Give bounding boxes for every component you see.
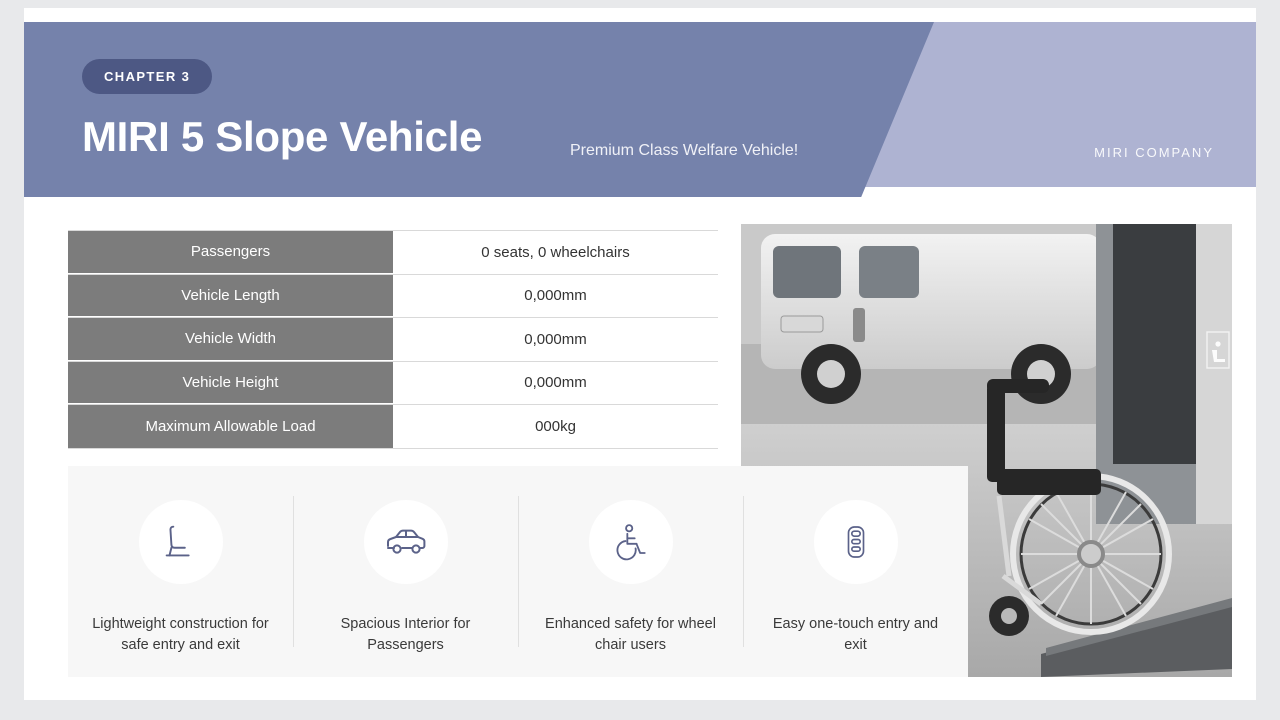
header-angled-shape <box>24 22 934 197</box>
feature-item-spacious <box>293 466 518 677</box>
spec-label: Maximum Allowable Load <box>68 405 393 448</box>
spec-value: 0,000mm <box>524 330 587 348</box>
feature-label: Enhanced safety for wheel chair users <box>545 616 716 654</box>
car-side-icon <box>364 500 448 584</box>
spec-value: 0,000mm <box>524 374 587 392</box>
table-row <box>68 318 718 362</box>
feature-item-onetouch <box>743 466 968 677</box>
page-subtitle: Premium Class Welfare Vehicle! <box>570 142 799 159</box>
spec-table <box>68 230 718 449</box>
table-row <box>68 362 718 406</box>
table-row <box>68 275 718 319</box>
spec-label: Vehicle Length <box>68 275 393 318</box>
spec-value: 0,000mm <box>524 287 587 305</box>
feature-item-safety <box>518 466 743 677</box>
chapter-badge: CHAPTER 3 <box>82 59 212 94</box>
spec-value: 000kg <box>535 417 576 435</box>
spec-label: Vehicle Height <box>68 362 393 405</box>
feature-label: Lightweight construction for safe entry and exit <box>92 616 269 654</box>
spec-label: Passengers <box>68 231 393 274</box>
feature-label: Spacious Interior for Passengers <box>340 616 471 654</box>
feature-item-lightweight <box>68 466 293 677</box>
remote-control-icon <box>814 500 898 584</box>
car-seat-icon <box>139 500 223 584</box>
company-label: MIRI COMPANY <box>1094 145 1214 160</box>
spec-value: 0 seats, 0 wheelchairs <box>481 243 630 261</box>
spec-label: Vehicle Width <box>68 318 393 361</box>
feature-strip <box>68 466 968 677</box>
table-row <box>68 230 718 275</box>
page-title: MIRI 5 Slope Vehicle <box>82 113 483 160</box>
feature-label: Easy one-touch entry and exit <box>772 616 939 654</box>
table-row <box>68 405 718 449</box>
wheelchair-accessible-icon <box>589 500 673 584</box>
